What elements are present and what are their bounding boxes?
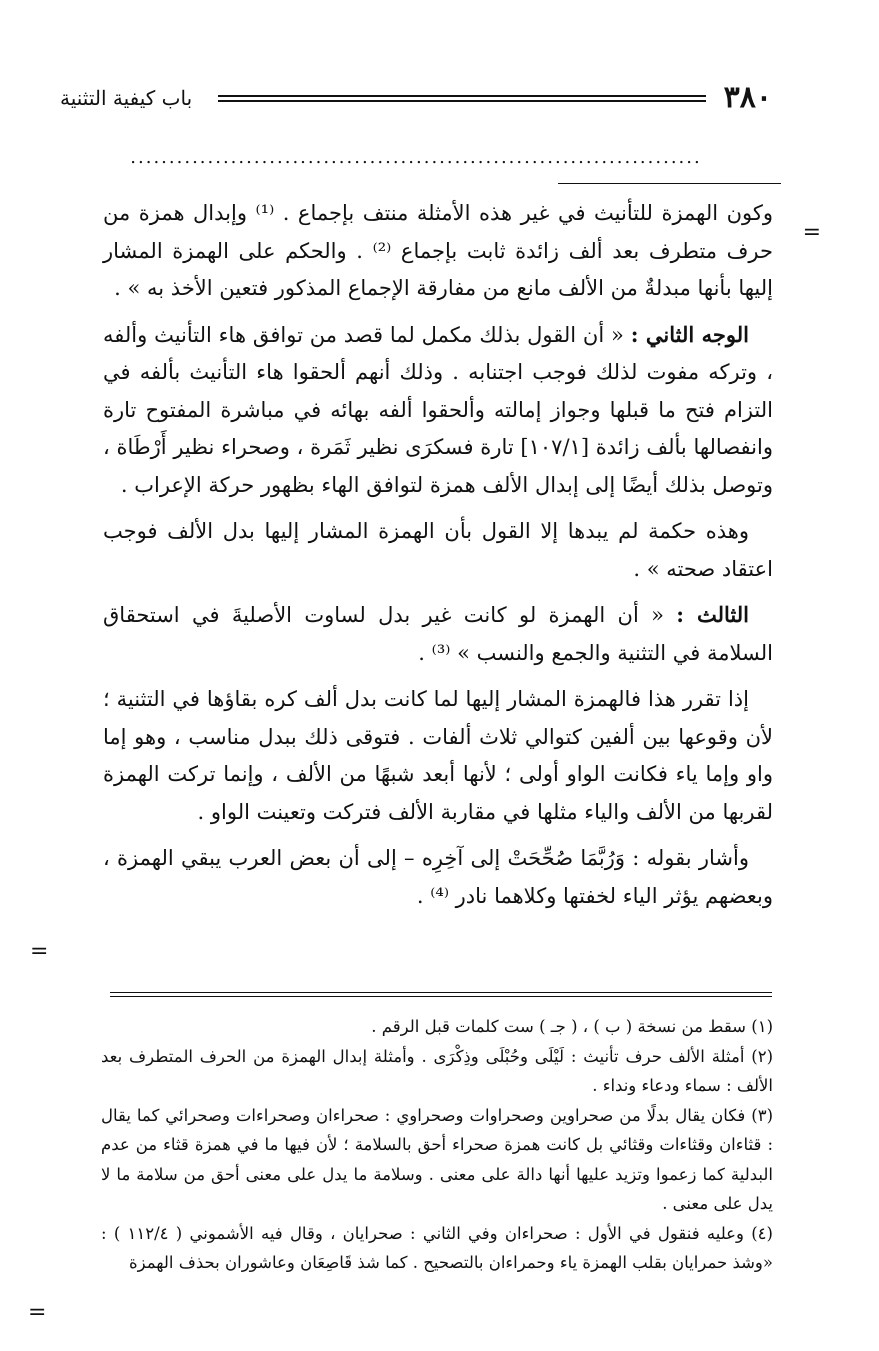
footnote: (٤) وعليه فنقول في الأول : صحراءان وفي الثاني : صحرايان ، وقال فيه الأشموني ( ١١٢/٤ ) : «وشذ حمرايان بقلب الهمزة ياء وحمراءان بالتصحيح . كما شذ قَاصِعَان وعاشوران بحذف الهمزة (101, 1223, 773, 1272)
footnotes (101, 1012, 773, 1278)
header-double-rule (218, 95, 706, 102)
continuation-mark-middle: = (30, 939, 49, 964)
body-paragraph: الثالث : « أن الهمزة لو كانت غير بدل لساوت الأصليةَ في استحقاق السلامة في التثنية والجمع والنسب » ⁽³⁾ . (103, 602, 773, 665)
body-paragraph: وهذه حكمة لم يبدها إلا القول بأن الهمزة المشار إليها بدل الألف فوجب اعتقاد صحته » . (103, 519, 773, 581)
paragraph-lead: الوجه الثاني : (630, 321, 749, 347)
main-body-text (103, 194, 773, 923)
body-paragraph: وكون الهمزة للتأنيث في غير هذه الأمثلة منتف بإجماع . ⁽¹⁾ وإبدال همزة من حرف متطرف بعد ألف زائدة ثابت بإجماع ⁽²⁾ . والحكم على الهمزة المشار إليها بأنها مبدلةٌ من الألف مانع من مفارقة الإجماع المذكور فتعين الأخذ به » . (103, 201, 773, 300)
page-header (60, 78, 772, 118)
page-number: ٣٨٠ (723, 80, 772, 115)
body-paragraph: وأشار بقوله : وَرُبَّمَا صُحِّحَتْ إلى آخِرِه – إلى أن بعض العرب يبقي الهمزة ، وبعضهم يؤثر الياء لخفتها وكلاهما نادر ⁽⁴⁾ . (103, 846, 773, 908)
chapter-title: باب كيفية التثنية (60, 86, 193, 110)
footnote-separator (110, 992, 772, 997)
footnote: (٣) فكان يقال بدلًا من صحراوين وصحراوات وصحراوي : صحراءان وصحراءات وصحرائي كما يقال : قثاءان وقثاءات وقثائي بل كانت همزة صحراء أحق بالسلامة ؛ لأن فيها ما في همزة قثاء من عدم البدلية كما زعموا وتزيد عليها أنها دالة على معنى . وسلامة ما يدل على معنى أحق من سلامة ما لا يدل على معنى . (101, 1105, 773, 1213)
footnote: (٢) أمثلة الألف حرف تأنيث : لَيْلَى وحُبْلَى وذِكْرَى . وأمثلة إبدال الهمزة من الحرف المتطرف بعد الألف : سماء ودعاء ونداء . (101, 1046, 773, 1095)
dotted-separator: .......................................................................... (130, 148, 702, 168)
body-paragraph: الوجه الثاني : « أن القول بذلك مكمل لما قصد من توافق هاء التأنيث وألفه ، وتركه مفوت لذلك فوجب اجتنابه . وذلك أنهم ألحقوا هاء التأنيث بألفه في التزام فتح ما قبلها وجواز إمالته وألحقوا ألفه بهائه في مباشرة المفتوح تارة وانفصالها بألف زائدة [١٠٧/١] تارة فسكرَى نظير ثَمَرة ، وصحراء نظير أَرْطَاة ، وتوصل بذلك أيضًا إلى إبدال الألف همزة لتوافق الهاء بظهور حركة الإعراب . (103, 321, 773, 497)
continuation-mark-top: = (802, 220, 821, 245)
body-paragraph: إذا تقرر هذا فالهمزة المشار إليها لما كانت بدل ألف كره بقاؤها في التثنية ؛ لأن وقوعها بين ألفين كتوالي ثلاث ألفات . فتوقى ذلك ببدل مناسب ، وهو إما واو وإما ياء فكانت الواو أولى ؛ لأنها أبعد شبهًا من الألف ، وإنما تركت الهمزة لقربها من الألف والياء مثلها في مقاربة الألف فتركت وتعينت الواو . (103, 687, 773, 824)
paragraph-lead: الثالث : (676, 602, 749, 627)
footnote: (١) سقط من نسخة ( ب ) ، ( جـ ) ست كلمات قبل الرقم . (371, 1017, 773, 1036)
continuation-mark-bottom: = (28, 1300, 47, 1325)
continuation-rule (558, 183, 781, 184)
